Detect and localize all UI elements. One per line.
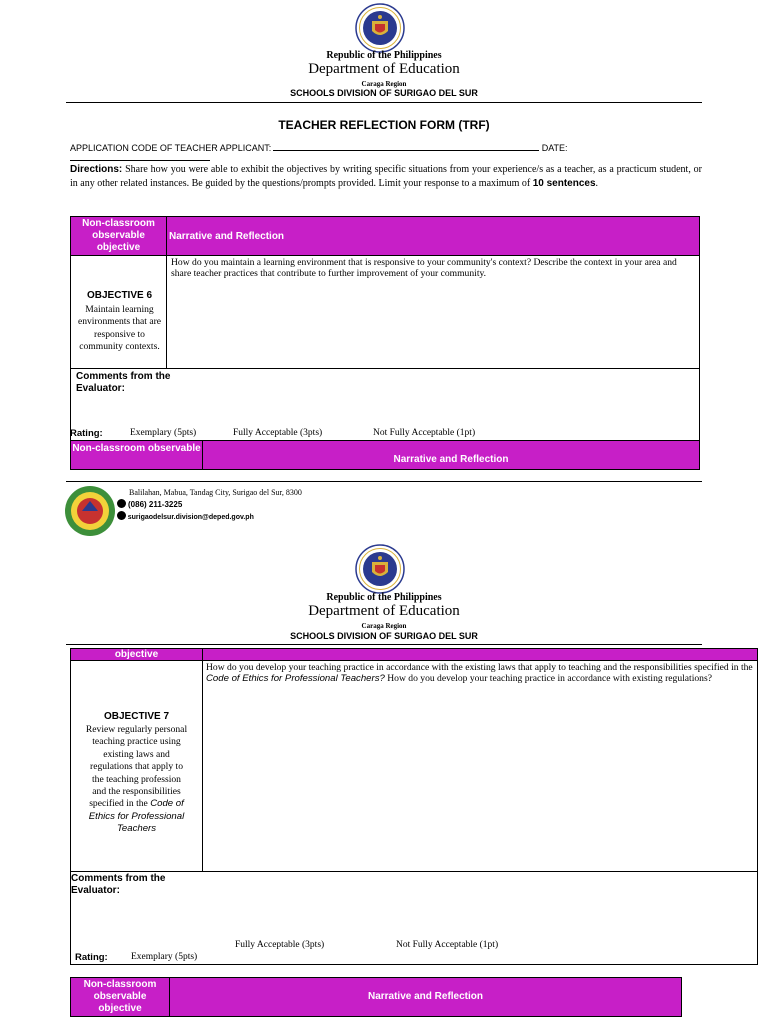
table1-response-cell[interactable] — [166, 255, 700, 369]
directions — [70, 163, 702, 190]
directions-label: Directions: — [70, 164, 123, 175]
objective7-text: Review regularly personal teaching practice using existing laws and regulations that apply to the teaching profession and the responsibilities specified in the Code of Ethics for Professional Teachers — [85, 724, 188, 835]
objective6-text: Maintain learning environments that are responsive to community contexts. — [77, 304, 162, 353]
footer-email-row — [117, 511, 254, 521]
table2-cont-col1: objective — [70, 648, 203, 661]
rating-not-fully-acceptable[interactable]: Not Fully Acceptable (1pt) — [373, 428, 476, 438]
republic-text: Republic of the Philippines — [326, 50, 442, 61]
header-divider — [66, 102, 702, 103]
objective7-title: OBJECTIVE 7 — [103, 711, 170, 722]
table2-response-cell[interactable] — [202, 660, 758, 872]
objective6-question: How do you maintain a learning environment that is responsive to your community's context? Describe the context in your area and share teacher practices that contribute to further improvement of your community. — [171, 257, 677, 280]
region-text: Caraga Region — [361, 80, 407, 88]
directions-end: . — [595, 177, 599, 189]
rating-label-page2: Rating: — [75, 952, 108, 963]
objective6-title: OBJECTIVE 6 — [86, 290, 153, 301]
rating-label: Rating: — [70, 428, 103, 439]
phone-icon — [117, 499, 126, 508]
table2-header-col2: Narrative and Reflection — [202, 440, 700, 470]
footer-divider — [66, 481, 702, 482]
rating-row — [70, 428, 700, 440]
application-code-field[interactable] — [273, 143, 539, 151]
table1-header-col1: Non-classroom observable objective — [70, 216, 167, 256]
table1-header-col2: Narrative and Reflection — [166, 216, 700, 256]
form-title: TEACHER REFLECTION FORM (TRF) — [278, 118, 490, 132]
footer-phone: (086) 211-3225 — [128, 500, 183, 509]
rating-exemplary-page2[interactable]: Exemplary (5pts) — [131, 952, 198, 962]
division-text-page2: SCHOOLS DIVISION OF SURIGAO DEL SUR — [290, 631, 478, 641]
email-icon — [117, 511, 126, 520]
footer-phone-row — [117, 499, 182, 509]
deped-seal-page2 — [355, 544, 405, 594]
table3-header-col2: Narrative and Reflection — [169, 977, 682, 1017]
division-text: SCHOOLS DIVISION OF SURIGAO DEL SUR — [290, 88, 478, 98]
division-logo — [64, 485, 116, 537]
objective7-code: Code of Ethics for Professional Teachers — [88, 798, 185, 835]
footer-email[interactable]: surigaodelsur.division@deped.gov.ph — [127, 514, 254, 521]
directions-limit: 10 sentences — [532, 177, 596, 189]
republic-text-page2: Republic of the Philippines — [326, 592, 442, 603]
rating-not-fully-acceptable-page2[interactable]: Not Fully Acceptable (1pt) — [396, 940, 499, 950]
header-divider-page2 — [66, 644, 702, 645]
department-title-page2: Department of Education — [308, 603, 460, 619]
objective7-question: How do you develop your teaching practice in accordance with the existing laws that apply to teaching and the responsibilities specified in the Code of Ethics for Professional Teachers? How do you develop your teaching practice in accordance with existing regulations? — [206, 662, 753, 685]
footer-address: Balilahan, Mabua, Tandag City, Surigao del Sur, 8300 — [129, 488, 302, 497]
application-code-label: APPLICATION CODE OF TEACHER APPLICANT: — [70, 143, 272, 153]
date-field[interactable] — [70, 153, 210, 161]
directions-text: Share how you were able to exhibit the objectives by writing specific situations from your experience/s as a teacher, as a practicum student, or in any other related instances. Be guided by the questions/prompts provided. Limit your response to a maximum of — [70, 164, 702, 189]
rating-exemplary[interactable]: Exemplary (5pts) — [130, 428, 197, 438]
rating-fully-acceptable[interactable]: Fully Acceptable (3pts) — [233, 428, 323, 438]
rating-fully-acceptable-page2[interactable]: Fully Acceptable (3pts) — [235, 940, 325, 950]
table1-objective-cell — [70, 255, 167, 369]
deped-seal — [355, 3, 405, 53]
table2-objective-cell — [70, 660, 203, 872]
table2-header-col1: Non-classroom observable — [70, 440, 203, 470]
application-code-line — [70, 143, 700, 163]
table3-header-col1: Non-classroom observable objective — [70, 977, 170, 1017]
comments-label-page2: Comments from the Evaluator: — [71, 873, 166, 896]
department-title: Department of Education — [308, 61, 460, 77]
comments-label: Comments from the Evaluator: — [76, 371, 171, 394]
region-text-page2: Caraga Region — [361, 622, 407, 630]
objective7-question-italic: Code of Ethics for Professional Teachers? — [206, 673, 385, 685]
date-label: DATE: — [541, 143, 568, 153]
table2-comments-cell[interactable] — [70, 871, 758, 965]
